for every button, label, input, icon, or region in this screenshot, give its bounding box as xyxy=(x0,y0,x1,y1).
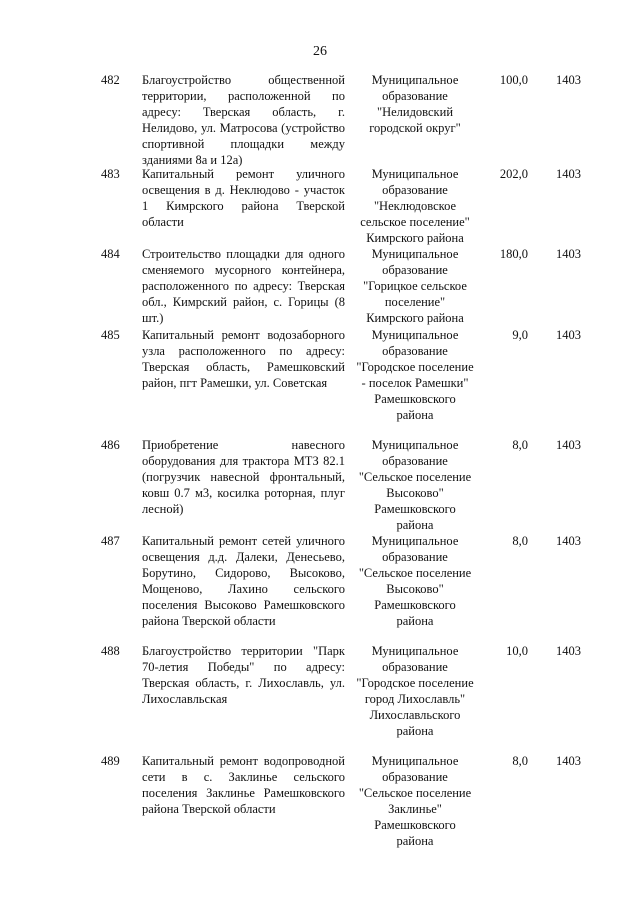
row-code: 1403 xyxy=(556,644,581,658)
row-description: Капитальный ремонт водопроводной сети в с. Заклинье сельского поселения Заклинье Рамешковского района Тверской области xyxy=(142,754,345,816)
row-organization: Муниципальное образование "Сельское поселение Высоково" Рамешковского района xyxy=(358,534,472,628)
row-amount: 8,0 xyxy=(512,754,528,768)
row-organization: Муниципальное образование "Горицкое сельское поселение" Кимрского района xyxy=(363,247,467,325)
row-organization: Муниципальное образование "Нелидовский городской округ" xyxy=(369,73,461,135)
row-number: 483 xyxy=(101,167,120,181)
row-amount: 8,0 xyxy=(512,438,528,452)
row-description: Капитальный ремонт водозаборного узла расположенного по адресу: Тверская область, Рамешковский район, пгт Рамешки, ул. Советская xyxy=(142,328,345,390)
row-number: 484 xyxy=(101,247,120,261)
row-number: 489 xyxy=(101,754,120,768)
row-code: 1403 xyxy=(556,328,581,342)
row-code: 1403 xyxy=(556,73,581,87)
row-code: 1403 xyxy=(556,247,581,261)
row-description: Капитальный ремонт уличного освещения в д. Неклюдово - участок 1 Кимрского района Тверской области xyxy=(142,167,345,229)
row-description: Строительство площадки для одного сменяемого мусорного контейнера, расположенного по адресу: Тверская обл., Кимрский район, с. Горицы (8 шт.) xyxy=(142,247,345,325)
row-amount: 10,0 xyxy=(506,644,528,658)
row-number: 485 xyxy=(101,328,120,342)
row-amount: 100,0 xyxy=(499,73,528,87)
row-organization: Муниципальное образование "Сельское поселение Заклинье" Рамешковского района xyxy=(358,754,472,848)
row-amount: 8,0 xyxy=(512,534,528,548)
row-amount: 202,0 xyxy=(499,167,528,181)
row-organization: Муниципальное образование "Городское поселение город Лихославль" Лихославльского района xyxy=(356,644,474,738)
row-description: Благоустройство территории "Парк 70-летия Победы" по адресу: Тверская область, г. Лихославль, ул. Лихославльская xyxy=(142,644,345,706)
row-number: 488 xyxy=(101,644,120,658)
row-organization: Муниципальное образование "Неклюдовское сельское поселение" Кимрского района xyxy=(360,167,470,245)
row-code: 1403 xyxy=(556,754,581,768)
row-amount: 9,0 xyxy=(512,328,528,342)
row-description: Капитальный ремонт сетей уличного освещения д.д. Далеки, Денесьево, Борутино, Сидорово, Высоково, Мощеново, Лахино сельского поселения Высоково Рамешковского района Тверской области xyxy=(142,534,345,628)
row-number: 487 xyxy=(101,534,120,548)
row-code: 1403 xyxy=(556,167,581,181)
row-organization: Муниципальное образование "Сельское поселение Высоково" Рамешковского района xyxy=(358,438,472,532)
page-number: 26 xyxy=(313,44,327,59)
row-amount: 180,0 xyxy=(499,247,528,261)
row-code: 1403 xyxy=(556,438,581,452)
row-number: 482 xyxy=(101,73,120,87)
row-description: Благоустройство общественной территории, расположенной по адресу: Тверская область, г. Нелидово, ул. Матросова (устройство спортивной площадки между зданиями 8а и 12а) xyxy=(142,73,345,167)
row-description: Приобретение навесного оборудования для трактора МТЗ 82.1 (погрузчик навесной фронтальный, ковш 0.7 м3, косилка роторная, плуг лесной) xyxy=(142,438,345,516)
row-organization: Муниципальное образование "Городское поселение - поселок Рамешки" Рамешковского района xyxy=(356,328,474,422)
row-number: 486 xyxy=(101,438,120,452)
row-code: 1403 xyxy=(556,534,581,548)
